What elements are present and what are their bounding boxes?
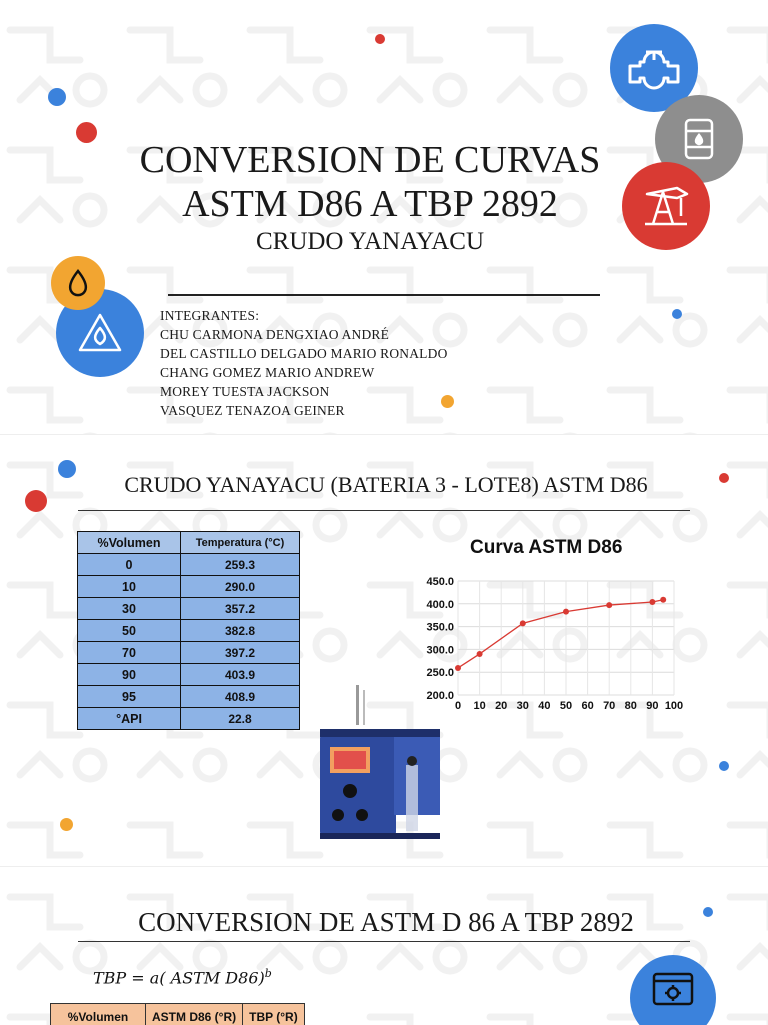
table-row — [78, 598, 300, 620]
table-cell: 0 — [78, 554, 181, 576]
x-tick-label: 60 — [581, 700, 593, 712]
column-header: TBP (°R) — [243, 1004, 305, 1025]
oil-drop-icon — [51, 256, 105, 310]
table-row — [78, 620, 300, 642]
data-point — [563, 609, 569, 615]
data-point — [606, 602, 612, 608]
decor-dot — [719, 761, 729, 771]
table-cell: 397.2 — [181, 642, 300, 664]
distillation-apparatus-image — [316, 685, 446, 840]
x-tick-label: 50 — [560, 700, 572, 712]
formula-rhs: = a( ASTM D86) — [126, 968, 265, 987]
conversion-table — [50, 1003, 305, 1025]
column-header: Temperatura (°C) — [181, 532, 300, 554]
table-row — [78, 554, 300, 576]
table-header-row — [78, 532, 300, 554]
y-tick-label: 200.0 — [426, 690, 454, 702]
distillation-table — [77, 531, 300, 730]
x-tick-label: 100 — [665, 700, 683, 712]
decor-dot — [703, 907, 713, 917]
table-row — [78, 686, 300, 708]
column-header: %Volumen — [51, 1004, 146, 1025]
y-tick-label: 300.0 — [426, 644, 454, 656]
decor-dot — [60, 818, 73, 831]
formula-exponent: b — [265, 967, 272, 980]
decor-dot — [25, 490, 47, 512]
members-list — [160, 306, 448, 420]
x-tick-label: 90 — [646, 700, 658, 712]
y-tick-label: 450.0 — [426, 576, 454, 588]
series-line — [458, 600, 663, 668]
data-point — [455, 665, 461, 671]
slide-title: CONVERSION DE ASTM D 86 A TBP 2892 — [110, 905, 662, 939]
decor-dot — [48, 88, 66, 106]
table-cell: 357.2 — [181, 598, 300, 620]
table-cell: 22.8 — [181, 708, 300, 730]
slide-title: CRUDO YANAYACU (BATERIA 3 - LOTE8) ASTM D86 — [100, 471, 672, 499]
member-name: DEL CASTILLO DELGADO MARIO RONALDO — [160, 344, 448, 363]
decor-dot — [375, 34, 385, 44]
table-cell: 70 — [78, 642, 181, 664]
y-tick-label: 250.0 — [426, 667, 454, 679]
y-tick-label: 400.0 — [426, 599, 454, 611]
table-cell: 30 — [78, 598, 181, 620]
decor-dot — [719, 473, 729, 483]
conversion-slide — [0, 866, 768, 1025]
table-cell: 403.9 — [181, 664, 300, 686]
formula-lhs: TBP — [93, 968, 126, 987]
table-cell: 90 — [78, 664, 181, 686]
data-point — [477, 651, 483, 657]
table-cell: 10 — [78, 576, 181, 598]
table-cell: 50 — [78, 620, 181, 642]
presentation-subtitle: CRUDO YANAYACU — [90, 228, 650, 256]
member-name: CHANG GOMEZ MARIO ANDREW — [160, 363, 448, 382]
table-cell: 290.0 — [181, 576, 300, 598]
table-row — [78, 642, 300, 664]
x-tick-label: 30 — [517, 700, 529, 712]
presentation-title — [90, 138, 650, 226]
chart-title: Curva ASTM D86 — [470, 537, 710, 559]
table-cell: 408.9 — [181, 686, 300, 708]
data-point — [649, 599, 655, 605]
x-tick-label: 40 — [538, 700, 550, 712]
table-cell: 382.8 — [181, 620, 300, 642]
table-header-row — [51, 1004, 305, 1025]
conversion-formula — [93, 967, 272, 987]
members-heading: INTEGRANTES: — [160, 306, 448, 325]
astm-d86-chart — [410, 575, 695, 725]
x-tick-label: 80 — [625, 700, 637, 712]
table-cell: 259.3 — [181, 554, 300, 576]
decor-dot — [58, 460, 76, 478]
x-tick-label: 0 — [455, 700, 461, 712]
member-name: VASQUEZ TENAZOA GEINER — [160, 401, 448, 420]
x-tick-label: 10 — [473, 700, 485, 712]
divider — [78, 510, 690, 511]
astm-d86-slide — [0, 434, 768, 867]
x-tick-label: 20 — [495, 700, 507, 712]
member-name: CHU CARMONA DENGXIAO ANDRÉ — [160, 325, 448, 344]
data-point — [660, 597, 666, 603]
title-slide — [0, 0, 768, 434]
divider — [168, 294, 600, 296]
table-row — [78, 664, 300, 686]
table-cell: °API — [78, 708, 181, 730]
x-tick-label: 70 — [603, 700, 615, 712]
data-point — [520, 620, 526, 626]
divider — [78, 941, 690, 942]
y-tick-label: 350.0 — [426, 622, 454, 634]
table-row — [78, 576, 300, 598]
column-header: ASTM D86 (°R) — [146, 1004, 243, 1025]
title-line-2: ASTM D86 A TBP 2892 — [90, 182, 650, 226]
title-line-1: CONVERSION DE CURVAS — [90, 138, 650, 182]
table-row — [78, 708, 300, 730]
decor-dot — [672, 309, 682, 319]
member-name: MOREY TUESTA JACKSON — [160, 382, 448, 401]
column-header: %Volumen — [78, 532, 181, 554]
table-cell: 95 — [78, 686, 181, 708]
